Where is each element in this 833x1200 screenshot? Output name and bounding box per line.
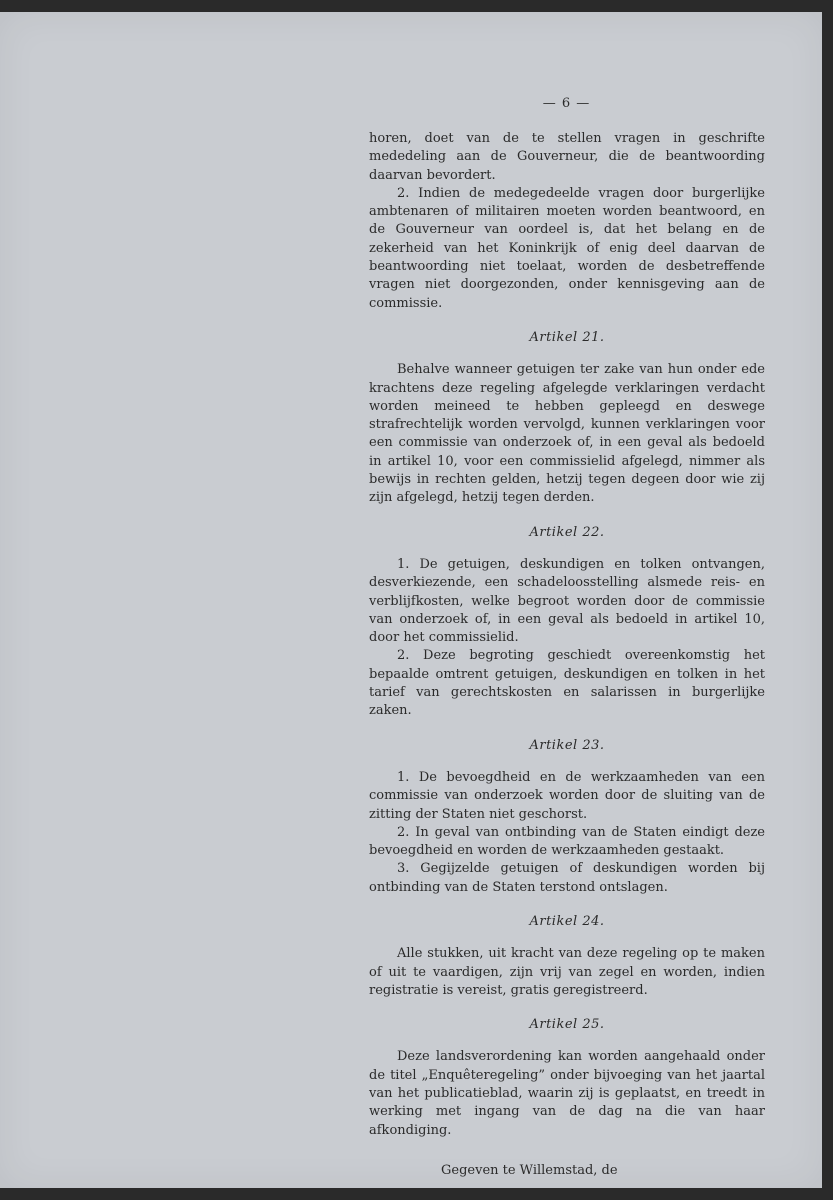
article-22-heading: Artikel 22. (529, 524, 605, 540)
article-25-heading: Artikel 25. (529, 1017, 605, 1033)
article-22-paragraph-2: 2. Deze begroting geschiedt overeenkomstig het bepaalde omtrent getuigen, deskundigen en tolken in het tarief van gerechtskosten en salarissen in burgerlijke zaken. (369, 648, 765, 719)
article-25-paragraph: Deze landsverordening kan worden aangehaald onder de titel „Enquêteregeling” onder bijvoeging van het jaartal van het publicatieblad, waarin zij is geplaatst, en treedt in werking met ingang van de dag na die van haar afkondiging. (369, 1049, 765, 1138)
text-column (369, 130, 765, 1180)
article-24-paragraph: Alle stukken, uit kracht van deze regeling op te maken of uit te vaardigen, zijn vrij van zegel en worden, indien registratie is vereist, gratis geregistreerd. (369, 946, 765, 998)
intro-paragraph-2: 2. Indien de medegedeelde vragen door burgerlijke ambtenaren of militairen moeten worden beantwoord, en de Gouverneur van oordeel is, dat het belang en de zekerheid van het Koninkrijk of enig deel daarvan de beantwoording niet toelaat, worden de desbetreffende vragen niet doorgezonden, onder kennisgeving aan de commissie. (369, 185, 765, 311)
article-21-heading: Artikel 21. (529, 329, 605, 345)
intro-paragraph: horen, doet van de te stellen vragen in geschrifte mededeling aan de Gouverneur, die de beantwoording daarvan bevordert. (369, 131, 765, 183)
article-22-paragraph-1: 1. De getuigen, deskundigen en tolken ontvangen, desverkiezende, een schadeloosstelling alsmede reis- en verblijfkosten, welke begroot worden door de commissie van onderzoek of, in een geval als bedoeld in artikel 10, door het commissielid. (369, 556, 765, 646)
page-number: — 6 — (542, 96, 591, 111)
closing-line: Gegeven te Willemstad, de (441, 1162, 618, 1178)
article-23-paragraph-2: 2. In geval van ontbinding van de Staten eindigt deze bevoegdheid en worden de werkzaamheden gestaakt. (369, 824, 765, 859)
article-24-heading: Artikel 24. (529, 913, 605, 929)
article-23-paragraph-1: 1. De bevoegdheid en de werkzaamheden van een commissie van onderzoek worden door de sluiting van de zitting der Staten niet geschorst. (369, 769, 765, 822)
article-23-heading: Artikel 23. (529, 737, 605, 753)
article-21-paragraph: Behalve wanneer getuigen ter zake van hun onder ede krachtens deze regeling afgelegde verklaringen verdacht worden meineed te hebben gepleegd en deswege strafrechtelijk worden vervolgd, kunnen verklaringen voor een commissie van onderzoek of, in een geval als bedoeld in artikel 10, voor een commissielid afgelegd, nimmer als bewijs in rechten gelden, hetzij tegen degeen door wie zij zijn afgelegd, hetzij tegen derden. (369, 362, 765, 506)
document-page (0, 12, 822, 1188)
article-23-paragraph-3: 3. Gegijzelde getuigen of deskundigen worden bij ontbinding van de Staten terstond ontslagen. (369, 861, 765, 895)
